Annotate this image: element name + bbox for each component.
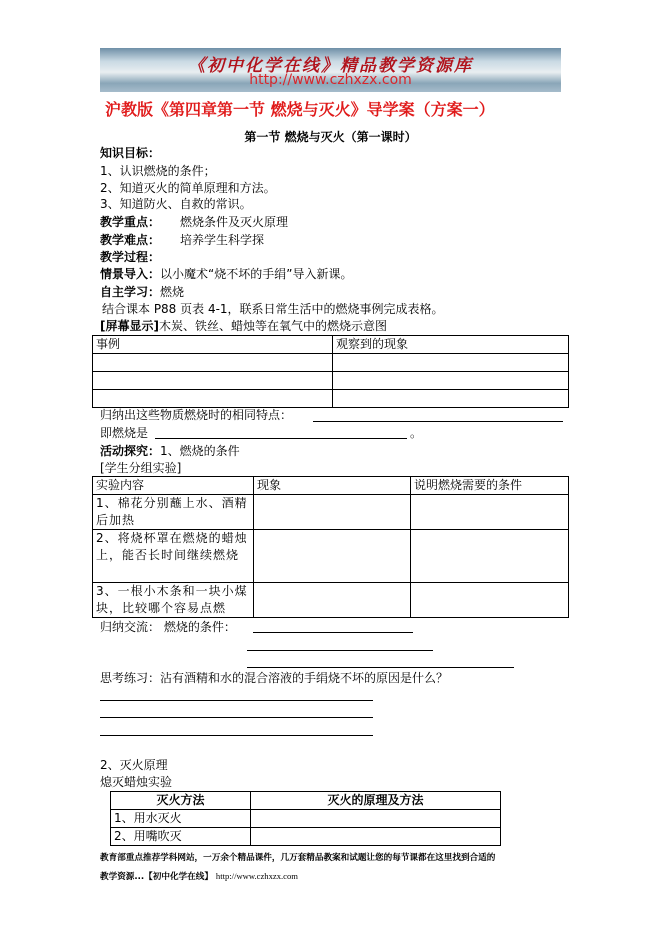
blank-cell[interactable] (93, 354, 333, 372)
method-cell: 1、用水灭火 (111, 810, 251, 828)
answer-line[interactable] (253, 632, 413, 633)
section-heading: 2、灭火原理 (100, 758, 168, 772)
table-header: 灭火的原理及方法 (251, 792, 501, 810)
table-header: 现象 (254, 477, 411, 495)
examples-table (92, 335, 569, 408)
blank-cell[interactable] (254, 495, 411, 530)
blank-cell[interactable] (333, 354, 569, 372)
exchange-label: 归纳交流： 燃烧的条件： (100, 620, 236, 634)
answer-line[interactable] (155, 438, 407, 439)
experiment-table (92, 476, 569, 618)
combustion-is-label: 即燃烧是 (100, 426, 149, 440)
key-point-value: 燃烧条件及灭火原理 (180, 215, 289, 229)
extinguish-table (110, 791, 501, 846)
table-row (93, 390, 569, 408)
blank-cell[interactable] (93, 372, 333, 390)
table-header: 事例 (93, 336, 333, 354)
table-row (111, 810, 501, 828)
blank-cell[interactable] (254, 583, 411, 618)
blank-cell[interactable] (411, 495, 569, 530)
answer-line[interactable] (100, 717, 373, 718)
experiment-content: 2、将烧杯罩在燃烧的蜡烛上，能否长时间继续燃烧 (93, 530, 254, 583)
blank-cell[interactable] (254, 530, 411, 583)
table-header: 观察到的现象 (333, 336, 569, 354)
table-row (93, 530, 569, 583)
footer-line: 教育部重点推荐学科网站，一万余个精品课件，几万套精品教案和试题让您的每节课都在这里找到合适的 (100, 853, 496, 863)
table-row (93, 495, 569, 530)
subtitle: 第一节 燃烧与灭火（第一课时） (244, 130, 417, 144)
blank-cell[interactable] (333, 372, 569, 390)
key-point-label: 教学重点： (100, 215, 161, 229)
self-study-label: 自主学习： (100, 285, 161, 299)
answer-line[interactable] (247, 667, 514, 668)
difficulty-label: 教学难点： (100, 233, 161, 247)
table-row (93, 354, 569, 372)
document-title: 沪教版《第四章第一节 燃烧与灭火》导学案（方案一） (105, 100, 495, 119)
table-header: 实验内容 (93, 477, 254, 495)
blank-cell[interactable] (333, 390, 569, 408)
intro-label: 情景导入： (100, 267, 161, 281)
goal-item: 3、知道防火、自救的常识。 (100, 197, 252, 211)
banner-url: http://www.czhxzx.com (249, 72, 412, 88)
instruction: 结合课本 P88 页表 4-1，联系日常生活中的燃烧事例完成表格。 (102, 302, 444, 316)
activity-value: 1、燃烧的条件 (160, 444, 240, 458)
blank-cell[interactable] (411, 583, 569, 618)
experiment-content: 1、棉花分别蘸上水、酒精后加热 (93, 495, 254, 530)
banner-title: 《初中化学在线》精品教学资源库 (188, 56, 473, 76)
group-experiment-label: [学生分组实验] (100, 461, 182, 475)
table-header: 灭火方法 (111, 792, 251, 810)
think-question: 思考练习：沾有酒精和水的混合溶液的手绢烧不坏的原因是什么？ (100, 671, 449, 685)
header-banner (100, 48, 561, 92)
candle-experiment-label: 熄灭蜡烛实验 (100, 775, 173, 789)
table-row (93, 583, 569, 618)
self-study-value: 燃烧 (160, 285, 185, 299)
summary-prompt: 归纳出这些物质燃烧时的相同特点： (100, 408, 293, 422)
footer-link[interactable]: http://www.czhxzx.com (215, 871, 298, 881)
goal-item: 2、知道灭火的简单原理和方法。 (100, 181, 276, 195)
period: 。 (410, 426, 423, 440)
blank-cell[interactable] (93, 390, 333, 408)
blank-cell[interactable] (411, 530, 569, 583)
footer-line: 教学资源...【初中化学在线】 (100, 872, 213, 882)
answer-line[interactable] (100, 735, 373, 736)
answer-line[interactable] (247, 650, 433, 651)
difficulty-value: 培养学生科学探 (180, 233, 265, 247)
table-header: 说明燃烧需要的条件 (411, 477, 569, 495)
screen-label: [屏幕显示] (100, 319, 159, 333)
screen-value: 木炭、铁丝、蜡烛等在氧气中的燃烧示意图 (158, 319, 387, 333)
table-row (111, 828, 501, 846)
table-row (93, 372, 569, 390)
method-cell: 2、用嘴吹灭 (111, 828, 251, 846)
goals-heading: 知识目标： (100, 146, 161, 160)
goal-item: 1、认识燃烧的条件； (100, 164, 216, 178)
process-heading: 教学过程： (100, 250, 161, 264)
experiment-content: 3、一根小木条和一块小煤块，比较哪个容易点燃 (93, 583, 254, 618)
answer-line[interactable] (313, 421, 563, 422)
intro-value: 以小魔术“烧不坏的手绢”导入新课。 (160, 267, 353, 281)
blank-cell[interactable] (251, 810, 501, 828)
activity-label: 活动探究： (100, 444, 161, 458)
answer-line[interactable] (100, 700, 373, 701)
blank-cell[interactable] (251, 828, 501, 846)
